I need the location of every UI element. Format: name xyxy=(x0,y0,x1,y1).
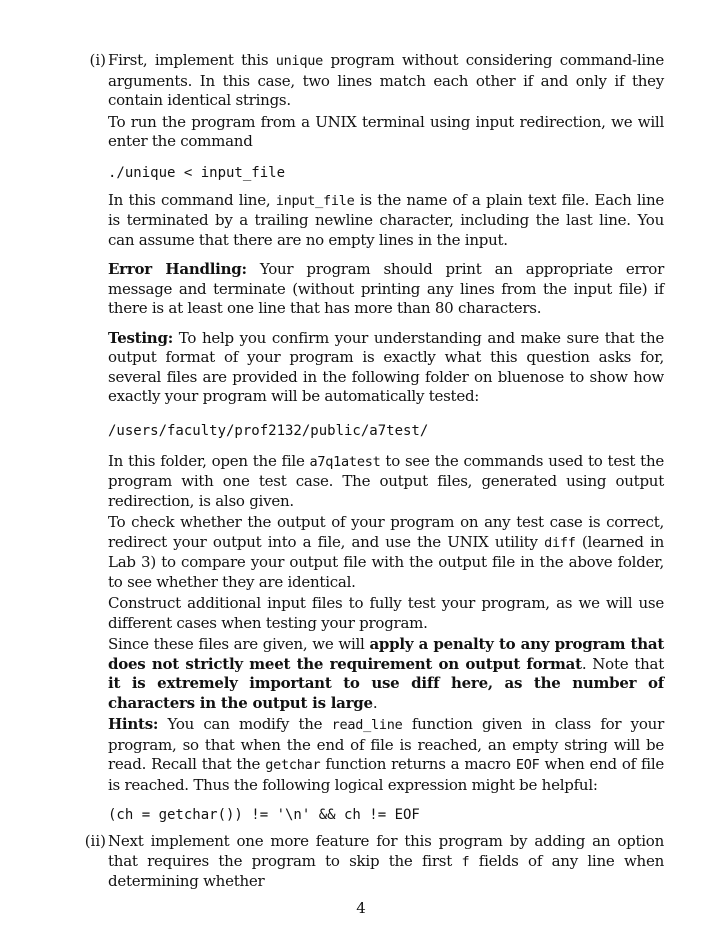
item-ii-text: Next implement one more feature for this program by adding an option that requires the program to skip the first f fields of any line when determining whether xyxy=(108,832,664,890)
item-ii xyxy=(84,832,664,892)
run-command: ./unique < input_file xyxy=(108,164,286,181)
additional-tests-paragraph: Construct additional input files to fully test your program, as we will use different cases when testing your program. xyxy=(108,594,664,632)
input-file-description: In this command line, input_file is the name of a plain text file. Each line is terminated by a trailing newline character, including the last line. You can assume that there are no empty lines in the input. xyxy=(108,190,665,249)
item-i-label: (i) xyxy=(89,51,106,69)
item-i xyxy=(89,51,665,825)
test-file-paragraph: In this folder, open the file a7q1atest to see the commands used to test the program with one test case. The output files, generated using output redirection, is also given. xyxy=(108,451,664,510)
penalty-paragraph: Since these files are given, we will apply a penalty to any program that does not strictly meet the requirement on output format. Note that it is extremely important to use diff here, as the number of characters in the output is large. xyxy=(108,635,664,712)
test-folder-path: /users/faculty/prof2132/public/a7test/ xyxy=(108,422,429,439)
hints-heading: Hints: xyxy=(108,715,159,733)
item-ii-label: (ii) xyxy=(84,832,106,850)
page-number: 4 xyxy=(356,899,366,917)
hints-paragraph: Hints: You can modify the read_line function given in class for your program, so that when the end of file is reached, an empty string will be read. Recall that the getchar function returns a macro EOF when end of file is reached. Thus the following logical expression might be helpful: xyxy=(108,715,664,794)
testing-heading: Testing: xyxy=(108,328,173,347)
item-i-intro: First, implement this unique program without considering command-line arguments. In this case, two lines match each other if and only if they contain identical strings. xyxy=(108,51,664,109)
run-instructions: To run the program from a UNIX terminal using input redirection, we will enter the command xyxy=(108,112,664,150)
testing-paragraph: Testing: To help you confirm your understanding and make sure that the output format of your program is exactly what this question asks for, several files are provided in the following folder on bluenose to show how exactly your program will be automatically tested: xyxy=(108,328,664,405)
error-handling-paragraph: Error Handling: Your program should print an appropriate error message and terminate (without printing any lines from the input file) if there is at least one line that has more than 80 characters. xyxy=(108,260,665,317)
error-handling-heading: Error Handling: xyxy=(108,260,247,278)
diff-paragraph: To check whether the output of your program on any test case is correct, redirect your output into a file, and use the UNIX utility diff (learned in Lab 3) to compare your output file with the output file in the above folder, to see whether they are identical. xyxy=(108,513,664,591)
logical-expression: (ch = getchar()) != '\n' && ch != EOF xyxy=(108,807,420,823)
